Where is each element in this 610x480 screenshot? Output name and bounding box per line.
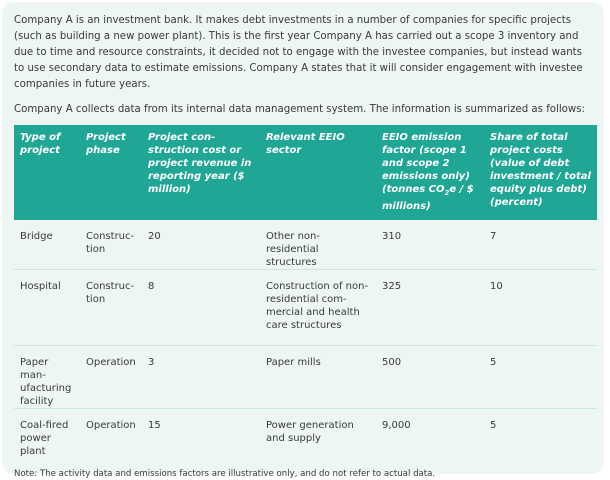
cell-phase: Construc-tion [80, 270, 142, 346]
note-text: Note: The activity data and emissions factors are illustrative only, and do not refer to actual data. [14, 469, 436, 479]
intro-paragraph: Company A is an investment bank. It makes debt investments in a number of companies for specific projects (such as building a new power plant). This is the first year Company A has carried out a scope 3 inventory and due to time and resource constraints, it decided not to engage with the investee companies, but instead wants to use secondary data to estimate emissions. Company A states that it will consider engagement with investee companies in future years. [14, 15, 583, 90]
cell-phase: Operation [80, 346, 142, 409]
cell-type: Hospital [14, 270, 80, 346]
cell-share: 5 [484, 346, 597, 409]
cell-sector: Construction of non-residential com-mercial and health care structures [260, 270, 376, 346]
cell-cost: 15 [148, 420, 161, 431]
summary-paragraph: Company A collects data from its internal data management system. The information is summarized as follows: [14, 104, 585, 115]
cell-share: 5 [490, 420, 497, 431]
header-eeio-sector: Relevant EEIO sector [260, 125, 376, 220]
cell-emission-factor: 9,000 [382, 420, 411, 431]
cell-phase: Operation [86, 420, 136, 431]
table-header-row [14, 125, 597, 220]
cell-sector: Other non-residential structures [260, 220, 376, 270]
cell-type: Coal-fired power plant [20, 420, 69, 457]
cell-emission-factor: 310 [376, 220, 484, 270]
header-share-of-costs: Share of total project costs (value of debt investment / total equity plus debt) (percent) [484, 125, 597, 220]
cell-sector: Paper mills [260, 346, 376, 409]
table-row [14, 409, 597, 465]
header-emission-factor: EEIO emission factor (scope 1 and scope 2 emissions only) (tonnes $CO_2e$ / $ millions) [376, 125, 484, 220]
cell-sector: Power generation and supply [266, 420, 354, 444]
cell-cost: 20 [142, 220, 260, 270]
table-row [14, 346, 597, 409]
cell-cost: 8 [142, 270, 260, 346]
cell-share: 7 [484, 220, 597, 270]
header-type-of-project: Type of project [14, 125, 80, 220]
cell-emission-factor: 325 [376, 270, 484, 346]
cell-share: 10 [484, 270, 597, 346]
table-row [14, 220, 597, 270]
cell-cost: 3 [142, 346, 260, 409]
cell-type: Bridge [14, 220, 80, 270]
table-row [14, 270, 597, 346]
header-project-cost: Project con-struction cost or project revenue in reporting year ($ million) [142, 125, 260, 220]
cell-emission-factor: 500 [376, 346, 484, 409]
cell-phase: Construc-tion [80, 220, 142, 270]
example-panel [2, 2, 604, 479]
header-project-phase: Project phase [80, 125, 142, 220]
cell-type: Paper man-ufacturing facility [14, 346, 80, 409]
investment-table [14, 125, 597, 464]
